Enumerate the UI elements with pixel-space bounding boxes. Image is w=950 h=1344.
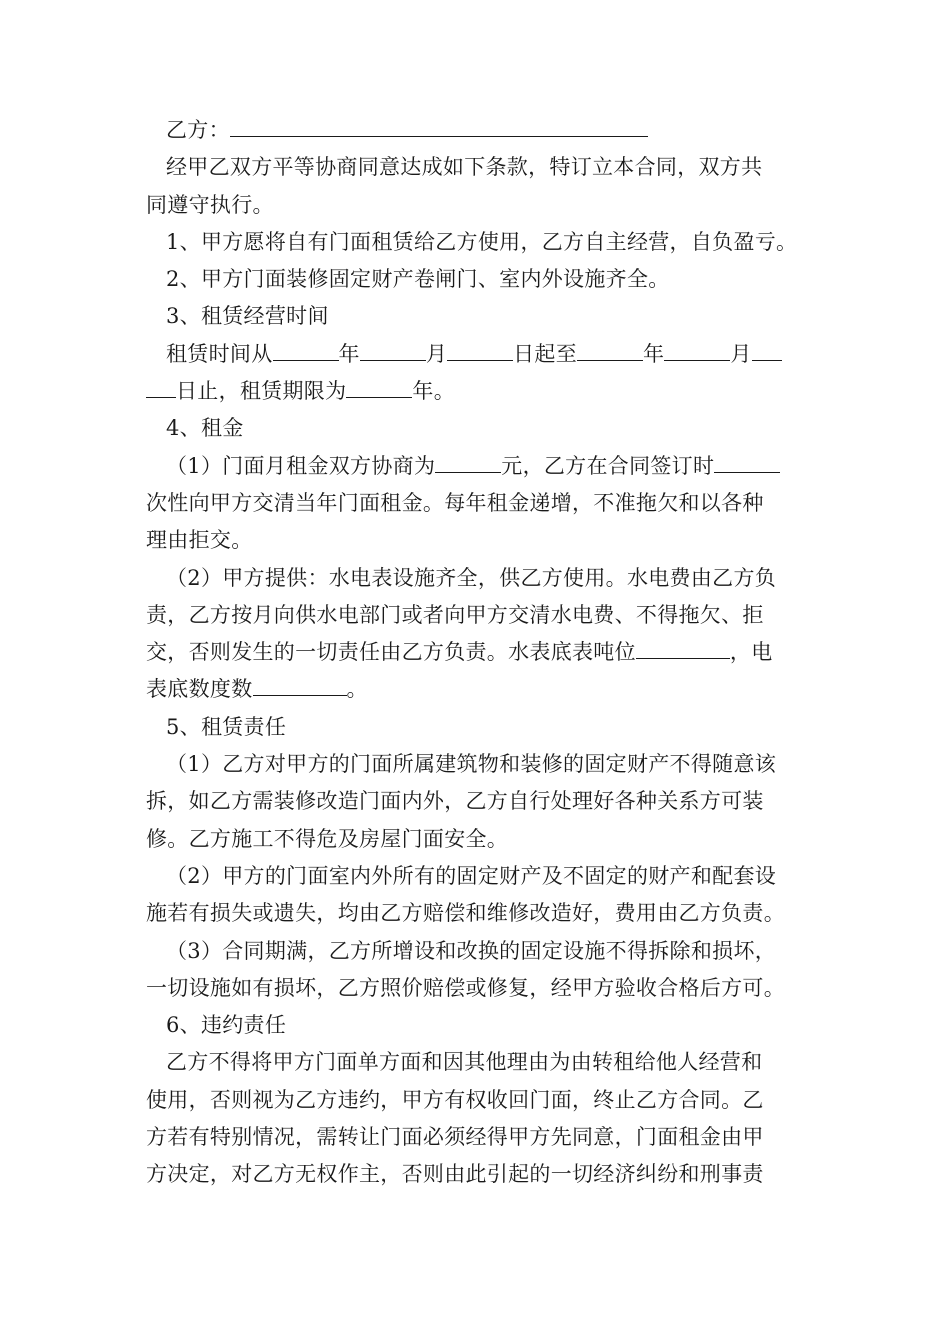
blank-end-month xyxy=(664,338,730,361)
party-b-line xyxy=(146,112,816,149)
clause-4-title: 4、租金 xyxy=(166,416,244,441)
blank-end-day-part2 xyxy=(146,375,176,398)
resp-1-line-3: 修。乙方施工不得危及房屋门面安全。 xyxy=(146,826,509,851)
lease-time-line-1: 租赁时间从 年 月 日起至 年 月 xyxy=(146,336,816,373)
resp-1-line-1: （1）乙方对甲方的门面所属建筑物和装修的固定财产不得随意该 xyxy=(166,752,777,777)
breach-line-2: 使用，否则视为乙方违约，甲方有权收回门面，终止乙方合同。乙 xyxy=(146,1087,764,1112)
blank-start-year xyxy=(273,338,339,361)
blank-monthly-rent xyxy=(435,450,501,473)
blank-lease-years xyxy=(346,375,412,398)
party-b-label: 乙方： xyxy=(166,118,230,142)
party-b-blank xyxy=(230,114,648,137)
resp-1-line-2: 拆，如乙方需装修改造门面内外，乙方自行处理好各种关系方可装 xyxy=(146,789,764,814)
intro-line-1: 经甲乙双方平等协商同意达成如下条款，特订立本合同，双方共 xyxy=(166,155,763,180)
rent-1-line-1: （1）门面月租金双方协商为 元，乙方在合同签订时 xyxy=(146,448,816,485)
blank-end-day-part1 xyxy=(752,338,782,361)
rent-2-line-3: 交，否则发生的一切责任由乙方负责。水表底表吨位 ，电 xyxy=(146,634,816,671)
rent-2-line-2: 责，乙方按月向供水电部门或者向甲方交清水电费、不得拖欠、拒 xyxy=(146,602,764,627)
resp-3-line-1: （3）合同期满，乙方所增设和改换的固定设施不得拆除和损坏， xyxy=(166,938,777,963)
rent-1-line-2: 次性向甲方交清当年门面租金。每年租金递增，不准拖欠和以各种 xyxy=(146,490,764,515)
resp-3-line-2: 一切设施如有损坏，乙方照价赔偿或修复，经甲方验收合格后方可。 xyxy=(146,975,785,1000)
blank-start-month xyxy=(360,338,426,361)
resp-2-line-1: （2）甲方的门面室内外所有的固定财产及不固定的财产和配套设 xyxy=(166,863,777,888)
contract-page xyxy=(146,112,816,1194)
rent-1-line-3: 理由拒交。 xyxy=(146,528,253,553)
blank-payment-count xyxy=(714,450,780,473)
rent-2-line-1: （2）甲方提供：水电表设施齐全，供乙方使用。水电费由乙方负 xyxy=(166,565,777,590)
blank-end-year xyxy=(577,338,643,361)
resp-2-line-2: 施若有损失或遗失，均由乙方赔偿和维修改造好，费用由乙方负责。 xyxy=(146,901,785,926)
blank-electric-meter xyxy=(253,673,347,696)
clause-5-title: 5、租赁责任 xyxy=(166,714,287,739)
breach-line-4: 方决定，对乙方无权作主，否则由此引起的一切经济纠纷和刑事责 xyxy=(146,1162,764,1187)
blank-water-meter xyxy=(636,636,730,659)
clause-1: 1、甲方愿将自有门面租赁给乙方使用，乙方自主经营，自负盈亏。 xyxy=(166,229,798,254)
intro-line-2: 同遵守执行。 xyxy=(146,192,274,217)
rent-2-line-4: 表底数度数 。 xyxy=(146,671,816,708)
clause-3-title: 3、租赁经营时间 xyxy=(166,304,329,329)
clause-2: 2、甲方门面装修固定财产卷闸门、室内外设施齐全。 xyxy=(166,267,670,292)
breach-line-1: 乙方不得将甲方门面单方面和因其他理由为由转租给他人经营和 xyxy=(166,1050,763,1075)
breach-line-3: 方若有特别情况，需转让门面必须经得甲方先同意，门面租金由甲 xyxy=(146,1125,764,1150)
lease-time-line-2: 日止，租赁期限为 年。 xyxy=(146,373,816,410)
clause-6-title: 6、违约责任 xyxy=(166,1013,287,1038)
blank-start-day xyxy=(447,338,513,361)
